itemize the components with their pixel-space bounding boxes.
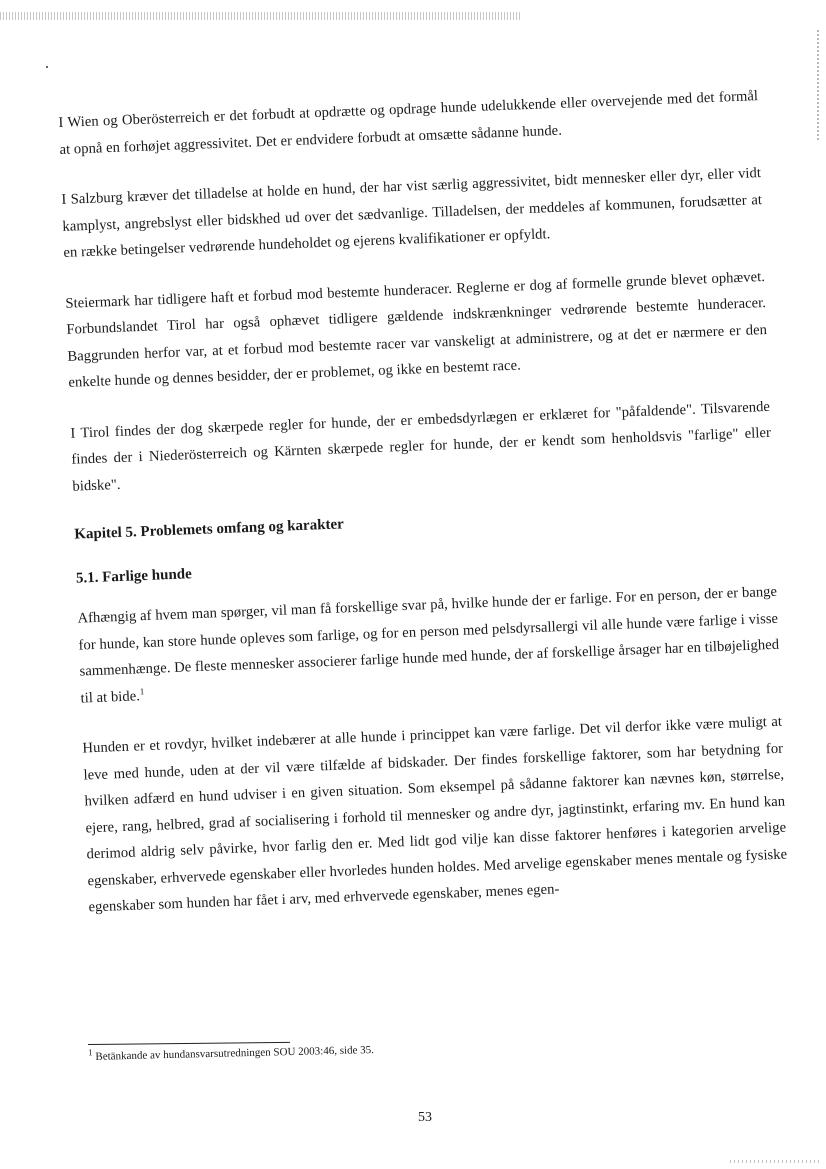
scan-edge-right	[817, 30, 819, 140]
document-body	[58, 83, 790, 945]
scan-edge-bottom	[730, 1160, 820, 1163]
footnote-marker: 1	[87, 1047, 93, 1058]
paragraph-salzburg: I Salzburg kræver det tilladelse at holde en hund, der har vist særlig aggressivitet, bidt mennesker eller dyr, eller vidt kamplyst, angrebslyst eller bidskhed ud over det sædvanlige. Tilladelsen, der meddeles af kommunen, forudsætter at en række betingelser vedrørende hundeholdet og ejerens kvalifikationer er opfyldt.	[61, 165, 763, 261]
paragraph-tirol: I Tirol findes der dog skærpede regler for hunde, der er embedsdyrlægen er erklæret for "påfaldende". Tilsvarende findes der i Niederösterreich og Kärnten skærpede regler for hunde, der er kendt som henholdsvis "farlige" eller bidske".	[70, 398, 772, 495]
footnote-reference: 1	[139, 685, 145, 696]
paragraph-wien: I Wien og Oberösterreich er det forbudt at opdrætte og opdrage hunde udelukkende eller overvejende med det formål at opnå en forhøjet aggressivitet. Det er endvidere forbudt at omsætte sådanne hunde.	[58, 88, 759, 158]
scan-edge-top	[0, 12, 520, 20]
paragraph-farlige-hunde	[77, 579, 781, 712]
chapter-heading: Kapitel 5. Problemets omfang og karakter	[74, 516, 345, 543]
footnote-text: Betänkande av hundansvarsutredningen SOU 2003:46, side 35.	[95, 1044, 375, 1063]
paragraph-steiermark: Steiermark har tidligere haft et forbud mod bestemte hunderacer. Reglerne er dog af formelle grunde blevet ophævet. Forbundslandet Tirol har også ophævet tidligere gældende indskrænkninger vedrørende bestemte hunderacer. Baggrunden herfor var, at et forbud mod bestemte racer var vanskeligt at administrere, og at det er nærmere er den enkelte hunde og dennes besidder, der er problemet, og ikke en bestemt race.	[65, 268, 768, 391]
paragraph-farlige-hunde-text: Afhængig af hvem man spørger, vil man få forskellige svar på, hvilke hunde der er farlige. For en person, der er bange for hunde, kan store hunde opleves som farlige, og for en person med pelsdyrsallergi vil alle hunde være farlige i visse sammenhænge. De fleste mennesker associerer farlige hunde med hunde, der af forskellige årsager har en tilbøjelighed til at bide.	[77, 583, 780, 707]
footnote	[88, 1038, 588, 1064]
paragraph-rovdyr: Hunden er et rovdyr, hvilket indebærer at alle hunde i princippet kan være farlige. Det vil derfor ikke være muligt at leve med hunde, uden at der vil være tilfælde af bidskader. Der findes forskellige faktorer, som har betydning for hvilken adfærd en hund udviser i en given situation. Som eksempel på sådanne faktorer kan nævnes køn, størrelse, ejere, rang, helbred, grad af socialisering i forhold til mennesker og andre dyr, jagtinstinkt, erfaring mv. En hund kan derimod aldrig selv påvirke, hvor farlig den er. Med lidt god vilje kan disse faktorer henføres i kategorien arvelige egenskaber, erhvervede egenskaber eller hvorledes hunden holdes. Med arvelige egenskaber menes mentale og fysiske egenskaber som hunden har fået i arv, med erhvervede egenskaber, menes egen-	[82, 713, 788, 916]
section-heading: 5.1. Farlige hunde	[75, 566, 193, 587]
footnote-divider	[88, 1042, 290, 1045]
scan-speck	[46, 66, 48, 68]
page-number: 53	[418, 1110, 432, 1125]
